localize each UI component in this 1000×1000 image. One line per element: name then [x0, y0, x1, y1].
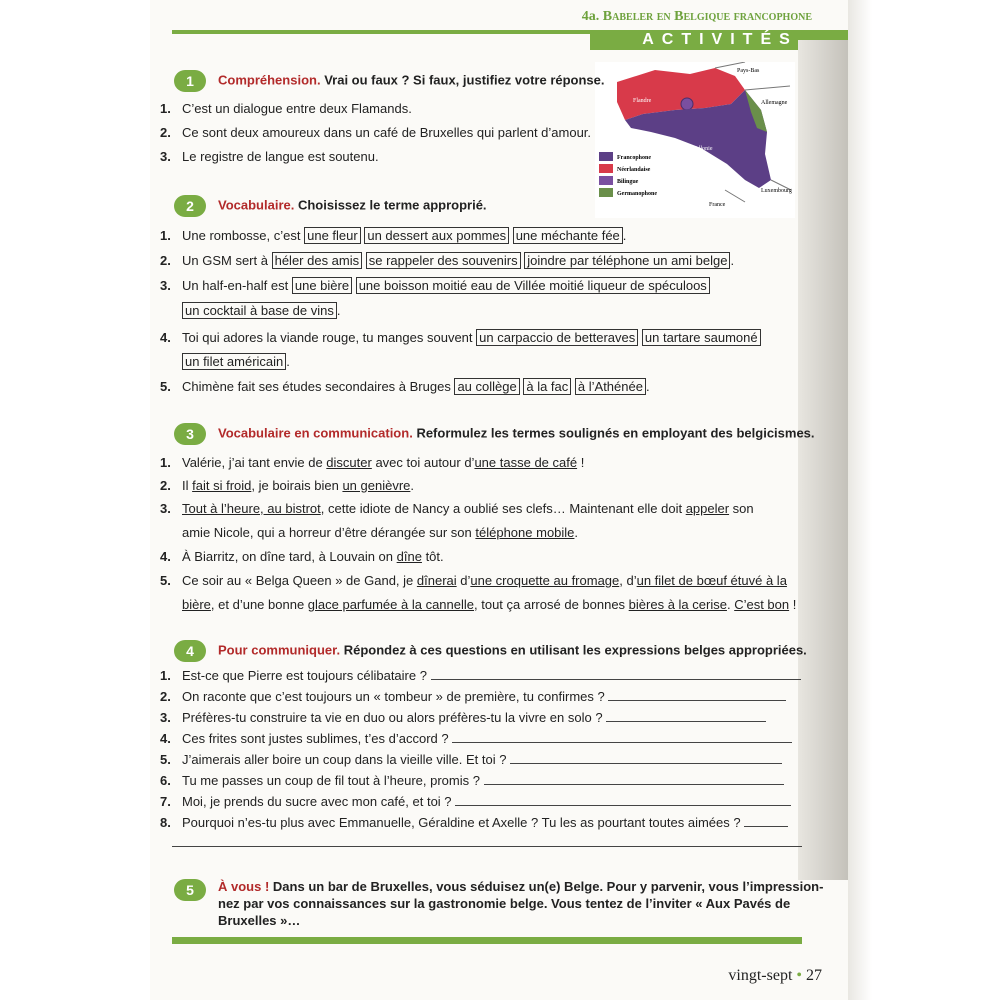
- section-5-badge: 5: [174, 879, 206, 901]
- s1-item-1: 1. C’est un dialogue entre deux Flamands.: [160, 101, 412, 116]
- s4-item-1-question: Est-ce que Pierre est toujours célibataire ?: [182, 668, 427, 683]
- s3-item-3b-text-b: .: [574, 525, 579, 540]
- s3-item-1-text-c: !: [577, 455, 585, 470]
- s3-item-2-underlined-2: un genièvre: [342, 478, 411, 493]
- section-1-instruction: Vrai ou faux ? Si faux, justifiez votre réponse.: [324, 72, 605, 88]
- s1-item-1-text: C’est un dialogue entre deux Flamands.: [182, 101, 412, 116]
- s2-item-3-option-3[interactable]: un cocktail à base de vins: [182, 302, 337, 319]
- s4-item-4-answer-line[interactable]: [452, 730, 792, 743]
- s3-item-2-text-c: .: [410, 478, 415, 493]
- legend-francophone: Francophone: [617, 155, 652, 161]
- s4-item-4-question: Ces frites sont justes sublimes, t’es d’accord ?: [182, 731, 449, 746]
- chapter-number: 4a.: [581, 9, 600, 24]
- section-2-badge: 2: [174, 195, 206, 217]
- footer-rule: [172, 937, 802, 944]
- section-2-heading: [174, 195, 824, 217]
- s3-item-5b-text-b: , tout ça arrosé de bonnes: [474, 597, 629, 612]
- s2-item-1-option-1[interactable]: une fleur: [304, 227, 361, 244]
- s2-item-1-option-2[interactable]: un dessert aux pommes: [364, 227, 509, 244]
- section-4-badge: 4: [174, 640, 206, 662]
- s4-item-6-answer-line[interactable]: [484, 772, 784, 785]
- side-decoration: [798, 40, 850, 880]
- s4-item-6: 6. Tu me passes un coup de fil tout à l’heure, promis ?: [160, 772, 800, 789]
- section-1-heading: [174, 70, 824, 92]
- france-label: France: [709, 202, 726, 208]
- section-4-title: Pour communiquer.: [218, 642, 341, 658]
- section-5-instruction-1: Dans un bar de Bruxelles, vous séduisez un(e) Belge. Pour y parvenir, vous l’impression-: [272, 879, 824, 894]
- s3-item-5b-text-c: .: [726, 597, 735, 612]
- s4-item-2-question: On raconte que c’est toujours un « tombeur » de première, tu confirmes ?: [182, 689, 605, 704]
- s2-item-5-option-3[interactable]: à l’Athénée: [575, 378, 646, 395]
- s2-item-1-end: .: [622, 228, 627, 243]
- s2-item-3-cont: [182, 302, 822, 319]
- s2-item-3-option-1[interactable]: une bière: [292, 277, 352, 294]
- s2-item-2-option-3[interactable]: joindre par téléphone un ami belge: [524, 252, 730, 269]
- legend-swatch-neerlandaise: [599, 164, 613, 173]
- s4-item-5-answer-line[interactable]: [510, 751, 782, 764]
- s4-item-3: 3. Préfères-tu construire ta vie en duo ou alors préfères-tu la vivre en solo ?: [160, 709, 800, 726]
- activites-band: ACTIVITÉS: [590, 30, 850, 50]
- s1-item-2: 2. Ce sont deux amoureux dans un café de Bruxelles qui parlent d’amour.: [160, 125, 592, 140]
- legend-neerlandaise: Néerlandaise: [617, 167, 651, 173]
- s3-item-2-underlined-1: fait si froid: [192, 478, 252, 493]
- s2-item-4-option-1[interactable]: un carpaccio de betteraves: [476, 329, 638, 346]
- s2-item-2-option-2[interactable]: se rappeler des souvenirs: [366, 252, 521, 269]
- section-1-title: Compréhension.: [218, 72, 321, 88]
- s3-item-3-text-a: , cette idiote de Nancy a oublié ses clefs… Maintenant elle doit: [320, 501, 686, 516]
- s4-item-3-question: Préfères-tu construire ta vie en duo ou alors préfères-tu la vivre en solo ?: [182, 710, 603, 725]
- s3-item-3-underlined-2: appeler: [685, 501, 730, 516]
- s2-item-4-stem: Toi qui adores la viande rouge, tu manges souvent: [182, 330, 473, 345]
- s2-item-4-end: .: [286, 354, 290, 369]
- s3-item-5b-underlined-3: bières à la cerise: [628, 597, 727, 612]
- section-5-instruction-3: Bruxelles »…: [218, 913, 301, 928]
- s3-item-1-underlined-2: une tasse de café: [474, 455, 578, 470]
- section-5-instruction-2: nez par vos connaissances sur la gastronomie belge. Vous tentez de l’inviter « Aux Pavés de: [218, 896, 791, 911]
- s3-item-5-cont: [182, 596, 822, 613]
- s4-item-8: 8. Pourquoi n’es-tu plus avec Emmanuelle, Géraldine et Axelle ? Tu les as pourtant toutes aimées ?: [160, 814, 800, 831]
- s3-item-2-text-a: Il: [182, 478, 193, 493]
- s2-item-1-stem: Une rombosse, c’est: [182, 228, 301, 243]
- s2-item-5-option-1[interactable]: au collège: [454, 378, 519, 395]
- wallonie-label: Wallonie: [691, 146, 713, 152]
- s4-item-7-question: Moi, je prends du sucre avec mon café, et toi ?: [182, 794, 452, 809]
- s4-item-1: 1. Est-ce que Pierre est toujours célibataire ?: [160, 667, 800, 684]
- s3-item-2-text-b: , je boirais bien: [251, 478, 343, 493]
- s2-item-3-stem: Un half-en-half est: [182, 278, 289, 293]
- s4-item-1-answer-line[interactable]: [431, 667, 801, 680]
- s3-item-1-text-a: Valérie, j’ai tant envie de: [182, 455, 327, 470]
- s3-item-3: 3. Tout à l’heure, au bistrot, cette idiote de Nancy a oublié ses clefs… Maintenant elle doit appeler son: [160, 501, 754, 516]
- s2-item-2-stem: Un GSM sert à: [182, 253, 268, 268]
- s3-item-5b-underlined-1: bière: [182, 597, 211, 612]
- s2-item-3-end: .: [336, 303, 341, 318]
- s3-item-3b-text-a: amie Nicole, qui a horreur d’être dérangée sur son: [182, 525, 476, 540]
- s3-item-3-text-b: son: [729, 501, 754, 516]
- s1-item-2-text: Ce sont deux amoureux dans un café de Bruxelles qui parlent d’amour.: [182, 125, 592, 140]
- s4-item-7-answer-line[interactable]: [455, 793, 791, 806]
- s2-item-5: 5. Chimène fait ses études secondaires à Bruges au collège à la fac à l’Athénée .: [160, 379, 650, 394]
- s4-item-7: 7. Moi, je prends du sucre avec mon café, et toi ?: [160, 793, 800, 810]
- s3-item-3-cont: [182, 524, 822, 541]
- page-footer: [728, 967, 822, 985]
- footer-dot: •: [796, 967, 802, 984]
- s3-item-5: 5. Ce soir au « Belga Queen » de Gand, je dînerai d’une croquette au fromage, d’un filet de bœuf étuvé à la: [160, 573, 787, 588]
- legend-bilingue: Bilingue: [617, 179, 639, 185]
- s3-item-2: 2. Il fait si froid, je boirais bien un genièvre.: [160, 478, 415, 493]
- s2-item-1-option-3[interactable]: une méchante fée: [513, 227, 623, 244]
- s1-item-3: 3. Le registre de langue est soutenu.: [160, 149, 379, 164]
- s2-item-5-end: .: [645, 379, 650, 394]
- s3-item-4-text-b: tôt.: [421, 549, 444, 564]
- s3-item-4: 4. À Biarritz, on dîne tard, à Louvain on dîne tôt.: [160, 549, 444, 564]
- s2-item-2-option-1[interactable]: héler des amis: [272, 252, 363, 269]
- s3-item-3-underlined-1: Tout à l’heure, au bistrot: [182, 501, 321, 516]
- chapter-header: [582, 9, 812, 25]
- s3-item-3b-underlined-1: téléphone mobile: [475, 525, 575, 540]
- page-number: 27: [806, 967, 822, 984]
- legend-swatch-bilingue: [599, 176, 613, 185]
- s3-item-5-text-a: Ce soir au « Belga Queen » de Gand, je: [182, 573, 417, 588]
- s3-item-5b-text-a: , et d’une bonne: [210, 597, 308, 612]
- s4-item-2-answer-line[interactable]: [608, 688, 786, 701]
- section-5-title: À vous !: [218, 879, 270, 894]
- s3-item-5-underlined-1: dînerai: [416, 573, 457, 588]
- section-4-instruction: Répondez à ces questions en utilisant les expressions belges appropriées.: [343, 642, 807, 658]
- s2-item-4: 4. Toi qui adores la viande rouge, tu manges souvent un carpaccio de betteraves un tartare saumoné: [160, 329, 800, 346]
- page-edge: [848, 0, 872, 1000]
- s2-item-2: 2. Un GSM sert à héler des amis se rappeler des souvenirs joindre par téléphone un ami belge .: [160, 253, 735, 268]
- s2-item-3: 3. Un half-en-half est une bière une boisson moitié eau de Villée moitié liqueur de spéculoos: [160, 277, 800, 294]
- s3-item-1: 1. Valérie, j’ai tant envie de discuter avec toi autour d’une tasse de café !: [160, 455, 585, 470]
- s4-item-2: 2. On raconte que c’est toujours un « tombeur » de première, tu confirmes ?: [160, 688, 800, 705]
- s3-item-5-text-c: , d’: [619, 573, 637, 588]
- s4-item-8-answer-line[interactable]: [744, 814, 788, 827]
- s3-item-5-underlined-2: une croquette au fromage: [470, 573, 620, 588]
- section-3-title: Vocabulaire en communication.: [218, 425, 413, 441]
- s3-item-4-text-a: À Biarritz, on dîne tard, à Louvain on: [182, 549, 397, 564]
- s2-item-2-end: .: [730, 253, 735, 268]
- textbook-page: [150, 0, 850, 1000]
- s4-item-6-question: Tu me passes un coup de fil tout à l’heure, promis ?: [182, 773, 480, 788]
- section-4-heading: [174, 640, 824, 662]
- flandre-label: Flandre: [633, 98, 652, 104]
- s2-item-4-option-3[interactable]: un filet américain: [182, 353, 286, 370]
- s2-item-4-cont: [182, 353, 822, 370]
- s3-item-5-text-b: d’: [456, 573, 471, 588]
- s2-item-3-option-2[interactable]: une boisson moitié eau de Villée moitié liqueur de spéculoos: [356, 277, 710, 294]
- s2-item-4-option-2[interactable]: un tartare saumoné: [642, 329, 761, 346]
- s2-item-5-option-2[interactable]: à la fac: [523, 378, 571, 395]
- section-3-heading: [174, 423, 824, 445]
- s3-item-5-underlined-3: un filet de bœuf étuvé à la: [636, 573, 787, 588]
- s4-item-5: 5. J’aimerais aller boire un coup dans la vieille ville. Et toi ?: [160, 751, 800, 768]
- pays-bas-label: Pays-Bas: [737, 68, 760, 74]
- s3-item-1-text-b: avec toi autour d’: [371, 455, 475, 470]
- legend-germanophone: Germanophone: [617, 191, 658, 197]
- section-3-instruction: Reformulez les termes soulignés en employant des belgicismes.: [416, 425, 815, 441]
- s3-item-5b-underlined-4: C’est bon: [734, 597, 790, 612]
- section-5-heading: [174, 878, 824, 929]
- chapter-title: Babeler en Belgique francophone: [602, 9, 812, 24]
- section-1-badge: 1: [174, 70, 206, 92]
- s2-item-1: 1. Une rombosse, c’est une fleur un dessert aux pommes une méchante fée .: [160, 228, 627, 243]
- s2-item-5-stem: Chimène fait ses études secondaires à Bruges: [182, 379, 451, 394]
- section-3-badge: 3: [174, 423, 206, 445]
- page-number-word: vingt-sept: [728, 967, 793, 984]
- s4-item-4: 4. Ces frites sont justes sublimes, t’es d’accord ?: [160, 730, 800, 747]
- s1-item-3-text: Le registre de langue est soutenu.: [182, 149, 379, 164]
- s4-item-5-question: J’aimerais aller boire un coup dans la vieille ville. Et toi ?: [182, 752, 507, 767]
- s3-item-1-underlined-1: discuter: [326, 455, 372, 470]
- section-2-instruction: Choisissez le terme approprié.: [297, 197, 487, 213]
- section-2-title: Vocabulaire.: [218, 197, 295, 213]
- allemagne-label: Allemagne: [761, 100, 788, 106]
- s4-item-8-question: Pourquoi n’es-tu plus avec Emmanuelle, Géraldine et Axelle ? Tu les as pourtant toutes aimées ?: [182, 815, 741, 830]
- luxembourg-label: Luxembourg: [761, 188, 792, 194]
- s3-item-5b-underlined-2: glace parfumée à la cannelle: [307, 597, 475, 612]
- s4-item-3-answer-line[interactable]: [606, 709, 766, 722]
- s3-item-4-underlined-1: dîne: [396, 549, 422, 564]
- s3-item-5b-text-d: !: [789, 597, 797, 612]
- s4-item-8-answer-line-2[interactable]: [172, 846, 802, 847]
